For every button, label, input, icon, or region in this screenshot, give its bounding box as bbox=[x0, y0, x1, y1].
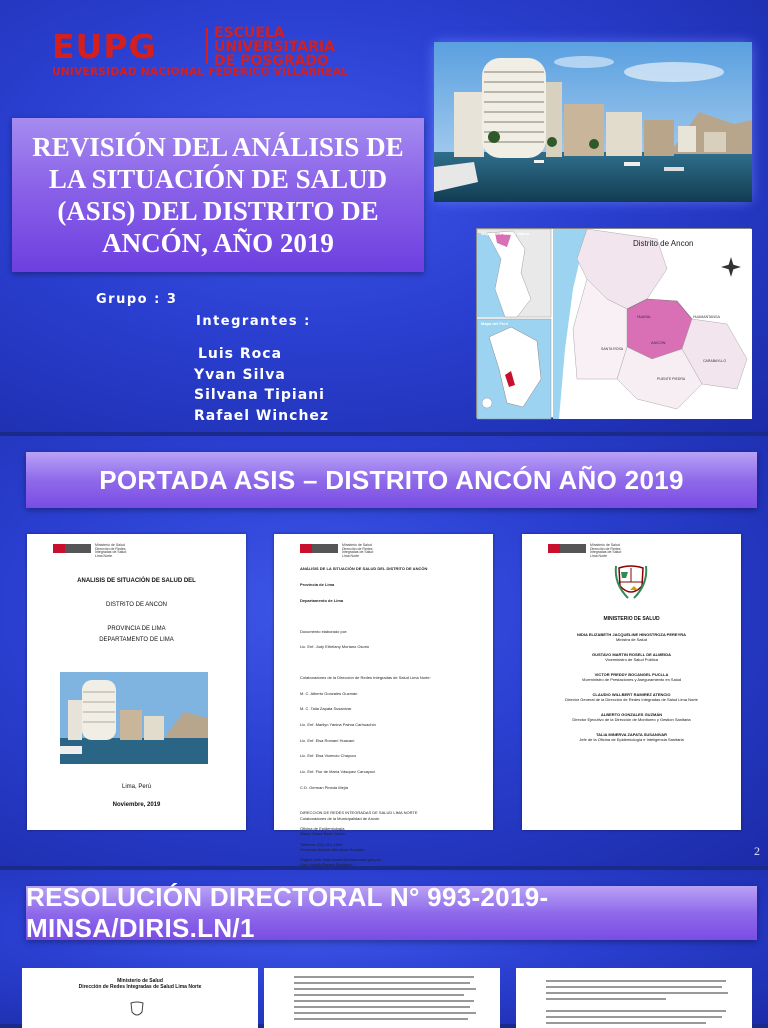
cover-province: PROVINCIA DE LIMA bbox=[107, 626, 166, 632]
authority-entry: ALBERTO GONZALES GUZMÁN Director Ejecutivo de la Dirección de Monitoreo y Gestión Sanitaria bbox=[572, 712, 691, 722]
credits-text: ANÁLISIS DE LA SITUACIÓN DE SALUD DEL DISTRITO DE ANCÓN Provincia de Lima Departamento de Lima Documento elaborado por: Lic. Enf. Judy Ethelany Moriano Osorio Colaboradores de la Dirección de Redes Integradas de Salud Lima Norte: M. C. Alberto Gonzales Guzmán M. C. Talia Zapata Susanivar Lic. Enf. Marilyn Yanina Palma Carhuachín Lic. Enf. Elsa Romaní Huacaní Lic. Enf. Elsa Vicencio Chaycco Lic. Enf. Flor de María Vásquez Carcayoci C.D. German Pineda Mejía Colaboradores de la Municipalidad de Ancón Diana Grace Banc Osorio Fernando Alfredo Mendoza Huamán Lizy Lisbeth Ramos Bonifacio bbox=[300, 566, 431, 868]
authority-entry: VICTOR FREDDY BOCANGEL PUCLLA Viceministro de Prestaciones y Aseguramiento en Salud bbox=[581, 672, 682, 682]
map-label-huaral: HUARAL bbox=[637, 315, 652, 319]
ancon-district-map bbox=[476, 228, 751, 418]
logo-university: UNIVERSIDAD NACIONAL FEDERICO VILLARREAL bbox=[52, 66, 349, 78]
member-name: Silvana Tipiani bbox=[194, 387, 325, 403]
credits-footer: DIRECCION DE REDES INTEGRADAS DE SALUD LIMA NORTE Oficina de Epidemiología Teléfono: (01) 201-1340 Página web: http://www.dirislimanorte.gob.pe/ bbox=[300, 810, 418, 863]
banner-text: RESOLUCIÓN DIRECTORAL N° 993-2019-MINSA/DIRIS.LN/1 bbox=[26, 882, 549, 943]
slide-title bbox=[0, 0, 768, 432]
cover-title-line2: DISTRITO DE ANCON bbox=[106, 602, 167, 608]
slide-banner bbox=[26, 452, 757, 508]
logo-mark: EUPG bbox=[52, 27, 157, 66]
members-list bbox=[194, 344, 329, 426]
members-label: Integrantes : bbox=[196, 314, 311, 329]
map-inset-label-lima: Mapa Lima Metropolitana bbox=[481, 231, 530, 236]
eupg-logo bbox=[52, 26, 412, 80]
map-label-puente-piedra: PUENTE PIEDRA bbox=[657, 377, 686, 381]
logo-school-name: ESCUELA UNIVERSITARIA DE POSGRADO bbox=[214, 25, 335, 69]
ministry-header-logo: Ministerio de Salud Dirección de Redes Integradas de Salud Lima Norte bbox=[548, 544, 628, 553]
authorities-ministry: MINISTERIO DE SALUD bbox=[603, 616, 660, 622]
page-number: 2 bbox=[754, 844, 760, 858]
resolution-page bbox=[264, 968, 500, 1028]
group-label: Grupo : 3 bbox=[96, 292, 178, 307]
document-authorities-page bbox=[522, 534, 741, 830]
slide-resolucion bbox=[0, 870, 768, 1024]
cover-photo bbox=[60, 672, 208, 764]
slide-portada bbox=[0, 436, 768, 866]
member-name: Yvan Silva bbox=[194, 366, 286, 383]
authority-entry: GUSTAVO MARTIN ROSELL DE ALMEIDA Viceministro de Salud Pública bbox=[592, 652, 671, 662]
slide-banner bbox=[26, 882, 757, 943]
ancon-photo bbox=[434, 42, 752, 202]
peru-coat-of-arms-icon bbox=[616, 564, 646, 600]
map-label-santa-rosa: SANTA ROSA bbox=[601, 347, 624, 351]
cover-date: Noviembre, 2019 bbox=[112, 802, 161, 808]
authority-entry: CLAUDIO WILLBERT RAMIREZ ATENCIO Director General de la Dirección de Redes Integradas de Salud Lima Norte bbox=[565, 692, 698, 702]
ministry-header-logo: Ministerio de Salud Dirección de Redes Integradas de Salud Lima Norte bbox=[300, 544, 380, 553]
map-title: Distrito de Ancon bbox=[633, 239, 694, 248]
resolution-page: Ministerio de Salud Dirección de Redes Integradas de Salud Lima Norte bbox=[22, 968, 258, 1028]
logo-divider bbox=[206, 28, 208, 64]
map-inset-label-peru: Mapa del Perú bbox=[481, 321, 509, 326]
resolution-page bbox=[516, 968, 752, 1028]
peru-coat-of-arms-icon bbox=[130, 1002, 144, 1018]
map-label-ancon: ANCON bbox=[651, 340, 666, 345]
presentation-title: REVISIÓN DEL ANÁLISIS DE LA SITUACIÓN DE SALUD (ASIS) DEL DISTRITO DE ANCÓN, AÑO 2019 bbox=[32, 132, 404, 258]
map-label-huamantanga: HUAMANTANGA bbox=[693, 315, 720, 319]
member-name: Luis Roca bbox=[198, 346, 283, 362]
title-box bbox=[12, 118, 424, 272]
cover-department: DEPARTAMENTO DE LIMA bbox=[99, 637, 174, 643]
cover-city: Lima, Perú bbox=[121, 784, 151, 790]
document-credits-page bbox=[274, 534, 493, 868]
authority-entry: TALIA MINERVA ZAPATA SUSANIVAR Jefe de la Oficina de Epidemiología e Inteligencia Sanitaria bbox=[579, 732, 684, 742]
banner-text: PORTADA ASIS – DISTRITO ANCÓN AÑO 2019 bbox=[99, 464, 684, 495]
ministry-header-logo: Ministerio de Salud Dirección de Redes Integradas de Salud Lima Norte bbox=[53, 544, 133, 553]
map-label-carabayllo: CARABAYLLO bbox=[703, 359, 727, 363]
cover-title-line1: ANALISIS DE SITUACIÓN DE SALUD DEL bbox=[77, 578, 196, 584]
authority-entry: NIDIA ELIZABETH JACQUELINE HINOSTROZA PEREYRA Ministra de Salud bbox=[576, 632, 687, 642]
document-cover-page bbox=[27, 534, 246, 830]
member-name: Rafael Winchez bbox=[194, 407, 330, 424]
